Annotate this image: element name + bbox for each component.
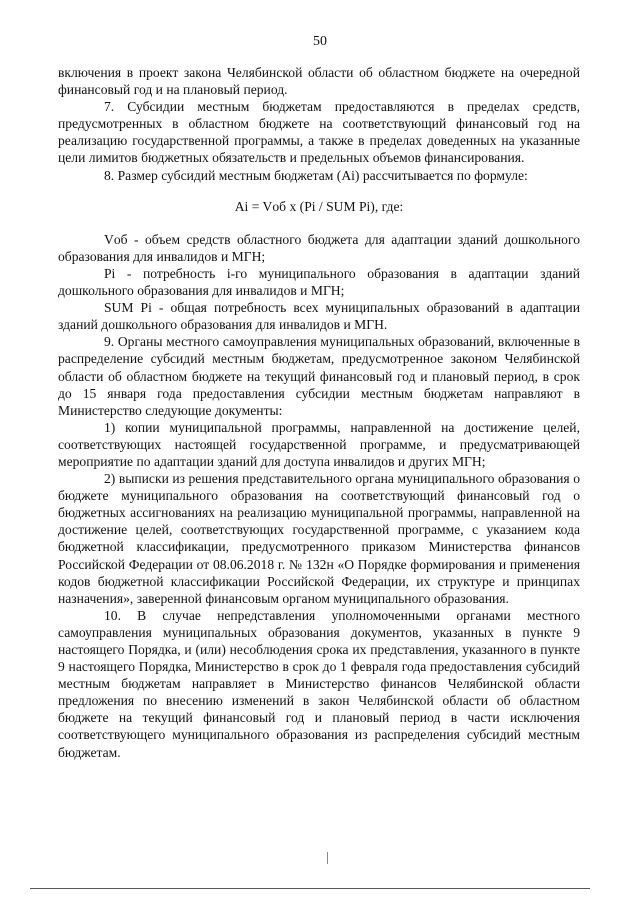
bottom-divider (30, 888, 590, 889)
paragraph-7: 7. Субсидии местным бюджетам предоставляются в пределах средств, предусмотренных в областном бюджете на соответствующий финансовый год на реализацию государственной программы, а также в пределах доведенных на указанные цели лимитов бюджетных обязательств и предельных объемов финансирования. (58, 99, 580, 166)
paragraph-9: 9. Органы местного самоуправления муниципальных образований, включенные в распределение субсидий местным бюджетам, предусмотренное законом Челябинской области об областном бюджете на текущий финансовый год и плановый период, в срок до 15 января года предоставления субсидии местным бюджетам направляют в Министерство следующие документы: (58, 334, 580, 418)
definition-sum-pi: SUM Pi - общая потребность всех муниципальных образований в адаптации зданий дошкольного образования для инвалидов и МГН. (58, 300, 580, 333)
paragraph-continuation: включения в проект закона Челябинской области об областном бюджете на очередной финансовый год и на плановый период. (58, 65, 580, 98)
definition-pi: Pi - потребность i-го муниципального образования в адаптации зданий дошкольного образования для инвалидов и МГН; (58, 265, 580, 299)
scan-mark (327, 852, 328, 864)
document-body (58, 64, 580, 761)
list-item-1: 1) копии муниципальной программы, направленной на достижение целей, соответствующих настоящей государственной программе, и предусматривающей мероприятие по адаптации зданий для доступа инвалидов и других МГН; (58, 419, 580, 469)
definition-vob: Vоб - объем средств областного бюджета для адаптации зданий дошкольного образования для инвалидов и МГН; (58, 231, 580, 264)
formula: Ai = Vоб x (Pi / SUM Pi), где: (234, 198, 404, 214)
paragraph-10: 10. В случае непредставления уполномоченными органами местного самоуправления муниципальных образования документов, указанных в пункте 9 настоящего Порядка, и (или) несоблюдения срока их представления, указанного в пункте 9 настоящего Порядка, Министерство в срок до 1 февраля года предоставления субсидий местным бюджетам направляет в Министерство финансов Челябинской области предложения по внесению изменений в закон Челябинской области об областном бюджете на текущий финансовый год и плановый период в части исключения соответствующего муниципального образования из распределения субсидий местным бюджетам. (58, 607, 580, 760)
paragraph-8: 8. Размер субсидий местным бюджетам (Ai) рассчитывается по формуле: (104, 167, 528, 183)
list-item-2: 2) выписки из решения представительного органа муниципального образования о бюджете муниципального образования на соответствующий финансовый год о бюджетных ассигнованиях на реализацию муниципальной программы, направленной на достижение целей, соответствующих государственной программе, с указанием кода бюджетной классификации, предусмотренного приказом Министерства финансов Российской Федерации от 08.06.2018 г. № 132н «О Порядке формирования и применения кодов бюджетной классификации Российской Федерации, их структуре и принципах назначения», заверенной финансовым органом муниципального образования. (58, 471, 580, 606)
page-number: 50 (313, 34, 327, 49)
